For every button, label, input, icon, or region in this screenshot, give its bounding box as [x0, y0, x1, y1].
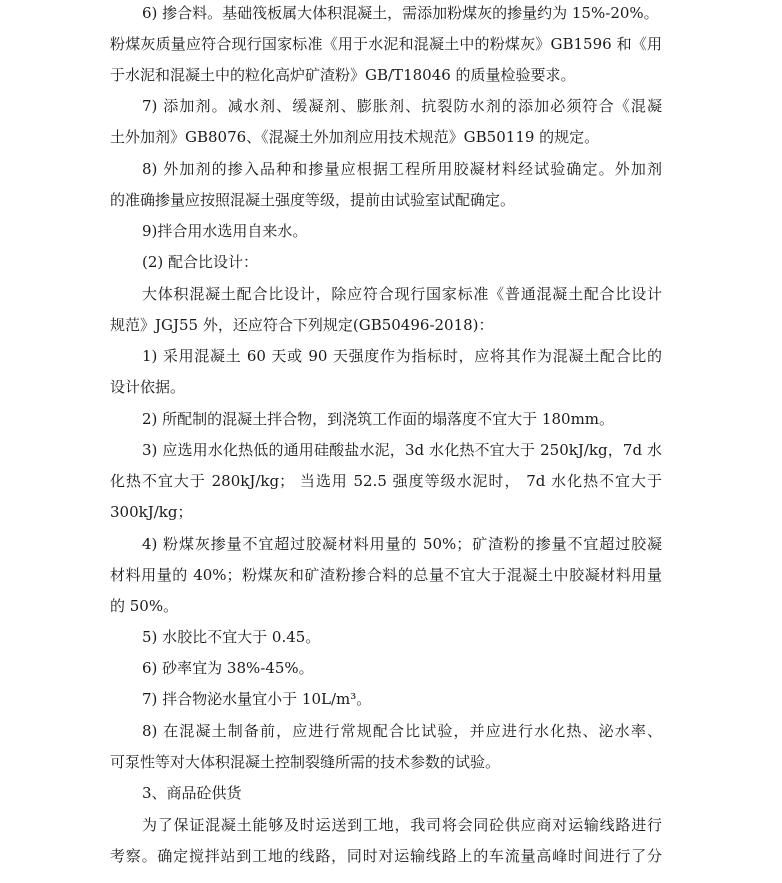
text-line: 粉煤灰质量应符合现行国家标准《用于水泥和混凝土中的粉煤灰》GB1596 和《用 [110, 35, 662, 54]
paragraph-rule-1 [110, 341, 662, 403]
paragraph-supply-body [110, 810, 662, 872]
text-line: 2) 所配制的混凝土拌合物，到浇筑工作面的塌落度不宜大于 180mm。 [142, 410, 615, 428]
text-line: 考察。确定搅拌站到工地的线路，同时对运输线路上的车流量高峰时间进行了分 [110, 847, 662, 866]
text-line: 可泵性等对大体积混凝土控制裂缝所需的技术参数的试验。 [110, 753, 501, 772]
text-line: 化热不宜大于 280kJ/kg； 当选用 52.5 强度等级水泥时， 7d 水化热不宜大于 [110, 472, 662, 491]
paragraph-rule-4 [110, 529, 662, 623]
text-line: 规范》JGJ55 外，还应符合下列规定(GB50496-2018)： [110, 316, 494, 335]
text-line: 土外加剂》GB8076、《混凝土外加剂应用技术规范》GB50119 的规定。 [110, 128, 600, 147]
text-line: 大体积混凝土配合比设计，除应符合现行国家标准《普通混凝土配合比设计 [142, 285, 662, 303]
text-line: 于水泥和混凝土中的粒化高炉矿渣粉》GB/T18046 的质量检验要求。 [110, 66, 576, 85]
text-line: 6) 掺合料。基础筏板属大体积混凝土，需添加粉煤灰的掺量约为 15%-20%。 [142, 4, 659, 22]
paragraph-admixture [110, 91, 662, 153]
section-heading-mix-design [110, 247, 662, 278]
text-line: 4) 粉煤灰掺量不宜超过胶凝材料用量的 50%；矿渣粉的掺量不宜超过胶凝 [142, 535, 662, 553]
paragraph-admixture-dosage [110, 154, 662, 216]
paragraph-rule-7 [110, 684, 662, 715]
paragraph-water [110, 216, 662, 247]
text-line: 3、商品砼供货 [142, 784, 242, 802]
text-line: 为了保证混凝土能够及时运送到工地，我司将会同砼供应商对运输线路进行 [142, 816, 662, 834]
text-line: 8) 外加剂的掺入品种和掺量应根据工程所用胶凝材料经试验确定。外加剂 [142, 160, 662, 178]
paragraph-rule-2 [110, 404, 662, 435]
text-line: 的准确掺量应按照混凝土强度等级，提前由试验室试配确定。 [110, 191, 516, 210]
text-line: 6) 砂率宜为 38%-45%。 [142, 659, 314, 677]
paragraph-rule-8 [110, 716, 662, 778]
section-heading-supply [110, 778, 662, 809]
text-line: 300kJ/kg； [110, 503, 193, 522]
paragraph-rule-3 [110, 435, 662, 529]
text-line: 材料用量的 40%；粉煤灰和矿渣粉掺合料的总量不宜大于混凝土中胶凝材料用量 [110, 566, 662, 585]
text-line: 设计依据。 [110, 378, 186, 397]
text-line: (2) 配合比设计： [142, 253, 259, 271]
text-line: 7) 添加剂。减水剂、缓凝剂、膨胀剂、抗裂防水剂的添加必须符合《混凝 [142, 97, 662, 115]
paragraph-mix-intro [110, 279, 662, 341]
text-line: 的 50%。 [110, 597, 179, 616]
paragraph-rule-5 [110, 622, 662, 653]
paragraph-fly-ash [110, 0, 662, 92]
text-line: 9)拌合用水选用自来水。 [142, 222, 308, 240]
text-line: 7) 拌合物泌水量宜小于 10L/m³。 [142, 690, 372, 708]
text-line: 8) 在混凝土制备前，应进行常规配合比试验，并应进行水化热、泌水率、 [142, 722, 662, 740]
paragraph-rule-6 [110, 653, 662, 684]
text-line: 5) 水胶比不宜大于 0.45。 [142, 628, 321, 646]
text-line: 1) 采用混凝土 60 天或 90 天强度作为指标时，应将其作为混凝土配合比的 [142, 347, 662, 365]
text-line: 3) 应选用水化热低的通用硅酸盐水泥，3d 水化热不宜大于 250kJ/kg，7d 水 [142, 441, 662, 459]
